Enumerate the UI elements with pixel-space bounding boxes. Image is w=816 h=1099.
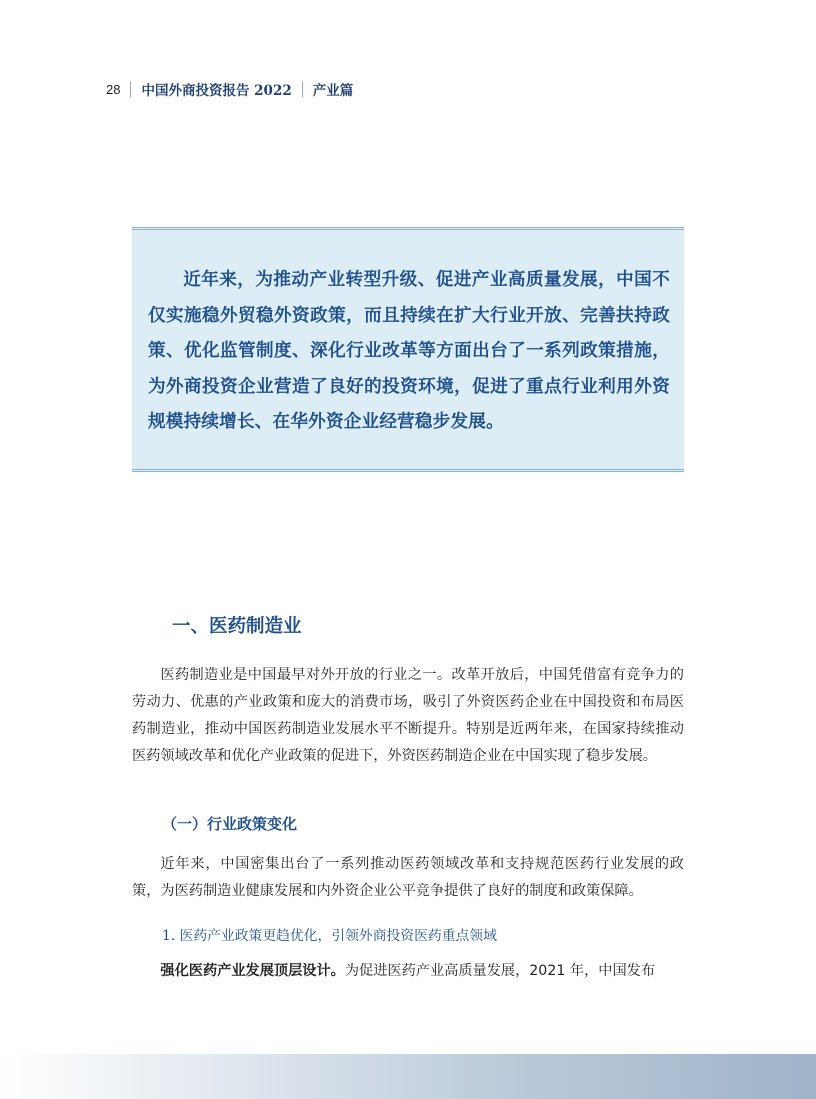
report-title: 中国外商投资报告 2022 bbox=[141, 83, 292, 99]
callout-text: 近年来，为推动产业转型升级、促进产业高质量发展，中国不仅实施稳外贸稳外资政策，而且持续在扩大行业开放、完善扶持政策、优化监管制度、深化行业改革等方面出台了一系列政策措施，为外商投资企业营造了良好的投资环境，促进了重点行业利用外资规模持续增长、在华外资企业经营稳步发展。 bbox=[148, 270, 670, 432]
body-paragraph bbox=[132, 958, 684, 985]
footer-gradient-band bbox=[0, 1054, 816, 1099]
subsection-heading: （一）行业政策变化 bbox=[162, 815, 298, 833]
page-header bbox=[106, 78, 353, 100]
section-name: 产业篇 bbox=[312, 83, 354, 99]
header-divider bbox=[130, 82, 131, 97]
page-number: 28 bbox=[106, 81, 121, 97]
body-paragraph: 医药制造业是中国最早对外开放的行业之一。改革开放后，中国凭借富有竞争力的劳动力、优惠的产业政策和庞大的消费市场，吸引了外资医药企业在中国投资和布局医药制造业，推动中国医药制造业发展水平不断提升。特别是近两年来，在国家持续推动医药领域改革和优化产业政策的促进下，外资医药制造企业在中国实现了稳步发展。 bbox=[132, 667, 684, 764]
bold-lead-text: 强化医药产业发展顶层设计。 bbox=[160, 963, 345, 979]
item-heading: 1. 医药产业政策更趋优化，引领外商投资医药重点领域 bbox=[162, 928, 497, 944]
summary-callout-box bbox=[132, 227, 684, 472]
body-paragraph: 近年来，中国密集出台了一系列推动医药领域改革和支持规范医药行业发展的政策，为医药制造业健康发展和内外资企业公平竞争提供了良好的制度和政策保障。 bbox=[132, 856, 684, 899]
section-heading: 一、医药制造业 bbox=[172, 616, 302, 637]
header-divider bbox=[302, 82, 303, 97]
paragraph-text: 为促进医药产业高质量发展，2021 年，中国发布 bbox=[344, 963, 656, 979]
